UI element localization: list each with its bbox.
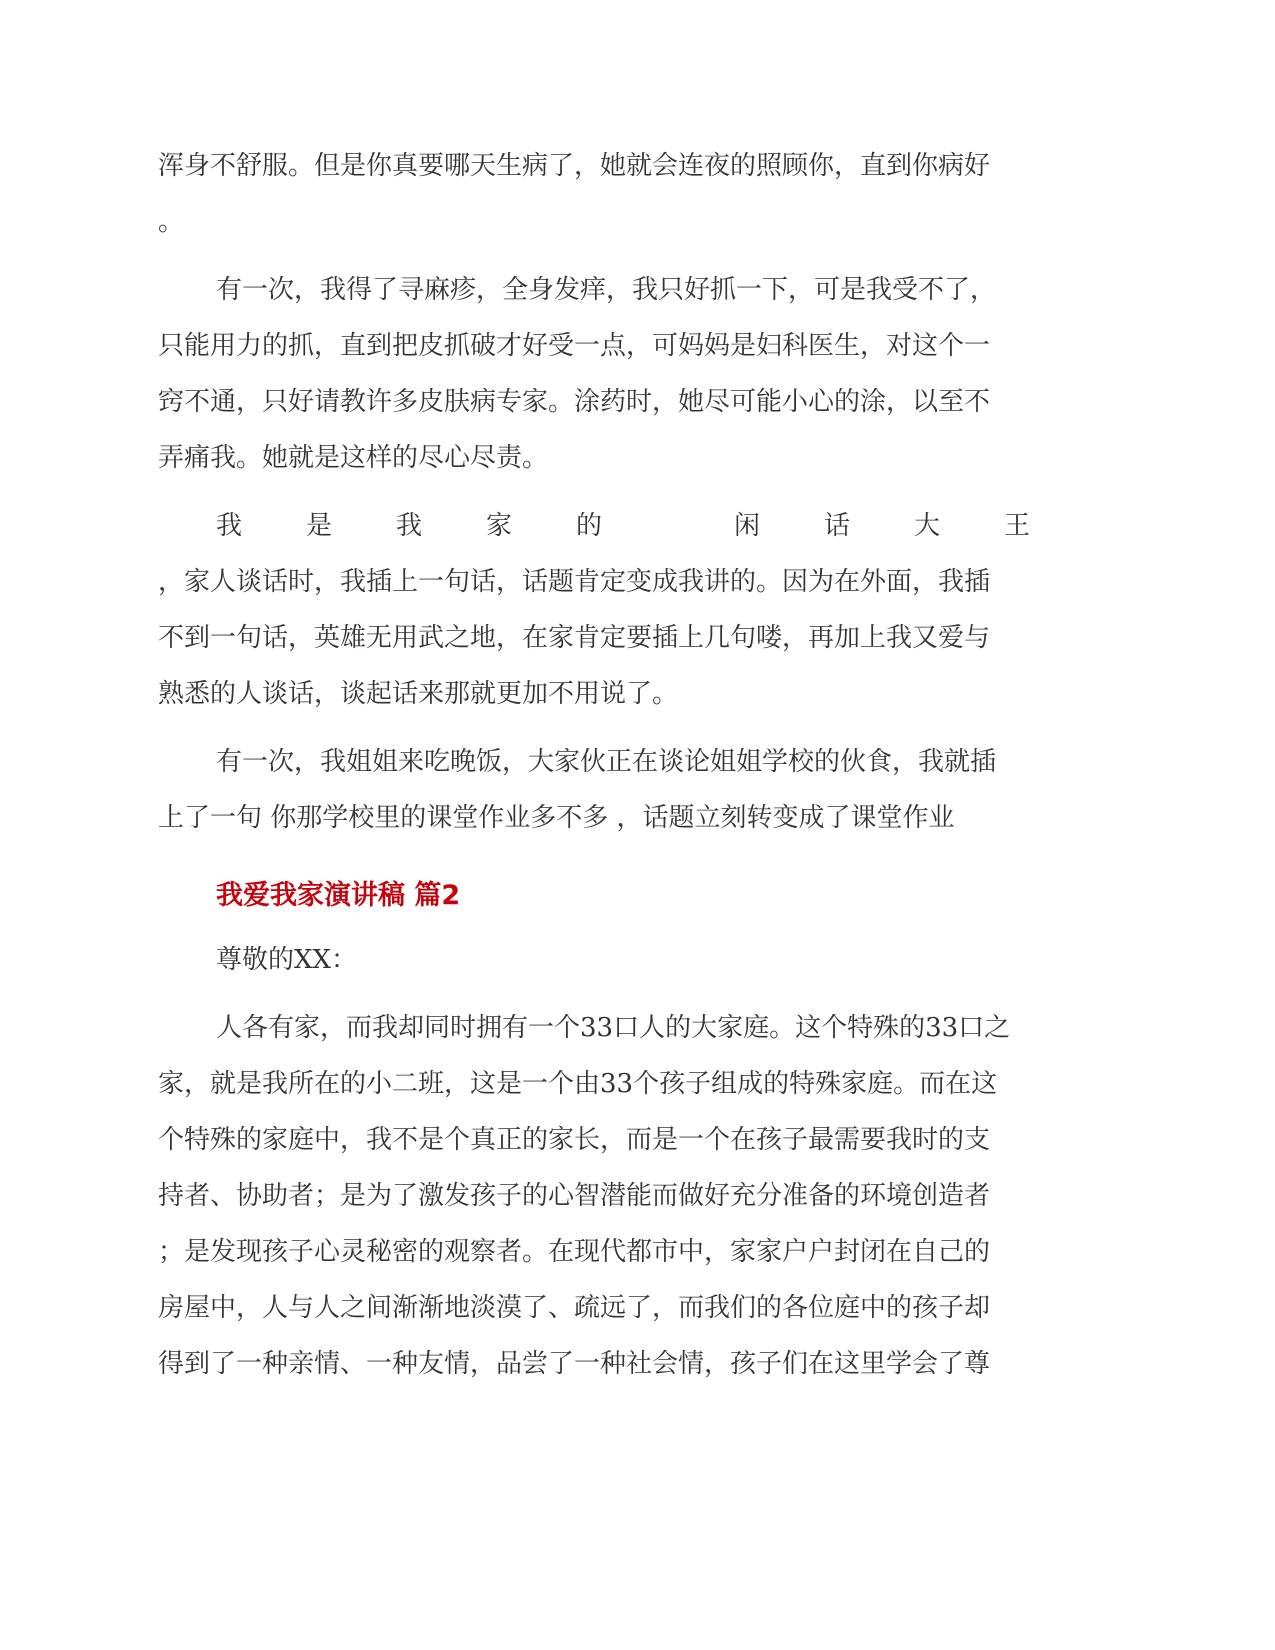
text-line: 浑身不舒服。但是你真要哪天生病了，她就会连夜的照顾你，直到你病好 bbox=[158, 151, 991, 181]
text-line: 熟悉的人谈话，谈起话来那就更加不用说了。 bbox=[158, 679, 679, 709]
spaced-char: 家 bbox=[486, 511, 513, 541]
text-line: 。 bbox=[158, 207, 185, 237]
text-line: 有一次，我姐姐来吃晚饭，大家伙正在谈论姐姐学校的伙食，我就插 bbox=[216, 747, 997, 777]
spaced-text-line bbox=[158, 498, 1110, 554]
text-line: 上了一句 你那学校里的课堂作业多不多 ，话题立刻转变成了课堂作业 bbox=[158, 803, 955, 833]
text-line: 只能用力的抓，直到把皮抓破才好受一点，可妈妈是妇科医生，对这个一 bbox=[158, 331, 991, 361]
spaced-char: 我 bbox=[216, 511, 243, 541]
text-line: 个特殊的家庭中，我不是个真正的家长，而是一个在孩子最需要我时的支 bbox=[158, 1125, 991, 1155]
text-line: 尊敬的XX： bbox=[216, 945, 358, 975]
text-line: 不到一句话，英雄无用武之地，在家肯定要插上几句喽，再加上我又爱与 bbox=[158, 623, 991, 653]
text-line: 弄痛我。她就是这样的尽心尽责。 bbox=[158, 443, 549, 473]
paragraph-3 bbox=[158, 498, 1110, 722]
text-line: 家，就是我所在的小二班，这是一个由33个孩子组成的特殊家庭。而在这 bbox=[158, 1069, 998, 1099]
text-line: 得到了一种亲情、一种友情，品尝了一种社会情，孩子们在这里学会了尊 bbox=[158, 1349, 991, 1379]
text-line: ；是发现孩子心灵秘密的观察者。在现代都市中，家家户户封闭在自己的 bbox=[158, 1237, 991, 1267]
spaced-char: 的 bbox=[576, 511, 603, 541]
paragraph-1 bbox=[158, 138, 1110, 250]
spaced-char: 王 bbox=[1004, 511, 1031, 541]
spaced-char: 我 bbox=[396, 511, 423, 541]
salutation bbox=[158, 932, 1110, 988]
text-line: 窍不通，只好请教许多皮肤病专家。涂药时，她尽可能小心的涂，以至不 bbox=[158, 387, 991, 417]
spaced-char: 是 bbox=[306, 511, 333, 541]
section-heading: 我爱我家演讲稿 篇2 bbox=[216, 880, 461, 911]
text-line: 有一次，我得了寻麻疹，全身发痒，我只好抓一下，可是我受不了， bbox=[216, 275, 997, 305]
text-line: 人各有家，而我却同时拥有一个33口人的大家庭。这个特殊的33口之 bbox=[216, 1013, 1011, 1043]
document-body bbox=[158, 138, 1110, 1392]
spaced-char: 闲 bbox=[734, 511, 761, 541]
section-2-paragraph bbox=[158, 1000, 1110, 1392]
text-line: 持者、协助者；是为了激发孩子的心智潜能而做好充分准备的环境创造者 bbox=[158, 1181, 991, 1211]
paragraph-2 bbox=[158, 262, 1110, 486]
spaced-char: 话 bbox=[824, 511, 851, 541]
spaced-char: 大 bbox=[914, 511, 941, 541]
paragraph-4 bbox=[158, 734, 1110, 846]
text-line: ，家人谈话时，我插上一句话，话题肯定变成我讲的。因为在外面，我插 bbox=[158, 567, 991, 597]
text-line: 房屋中，人与人之间渐渐地淡漠了、疏远了，而我们的各位庭中的孩子却 bbox=[158, 1293, 991, 1323]
